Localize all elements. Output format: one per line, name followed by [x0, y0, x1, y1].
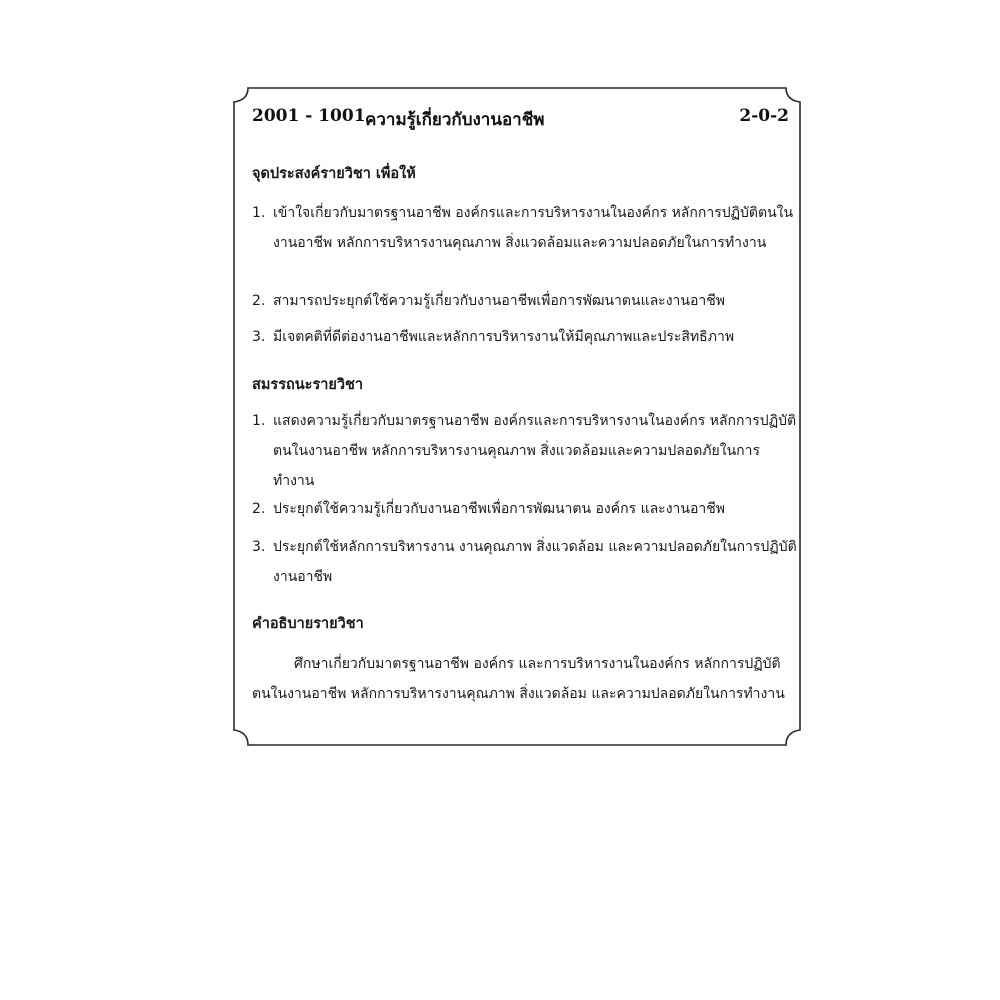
list-text: ประยุกต์ใช้หลักการบริหารงาน งานคุณภาพ สิ่งแวดล้อม และความปลอดภัยในการปฏิบัติงานอาชีพ [273, 539, 797, 585]
course-title: ความรู้เกี่ยวกับงานอาชีพ [365, 110, 545, 130]
description-heading: คำอธิบายรายวิชา [252, 616, 364, 632]
course-card [252, 96, 797, 736]
course-credits: 2-0-2 [739, 106, 789, 126]
course-code: 2001 - 1001 [252, 106, 366, 126]
list-text: เข้าใจเกี่ยวกับมาตรฐานอาชีพ องค์กรและการบริหารงานในองค์กร หลักการปฏิบัติตนในงานอาชีพ หลักการบริหารงานคุณภาพ สิ่งแวดล้อมและความปลอดภัยในการทำงาน [273, 205, 794, 251]
list-number: 3. [252, 329, 266, 345]
list-number: 3. [252, 539, 266, 555]
list-number: 1. [252, 205, 266, 221]
objectives-heading: จุดประสงค์รายวิชา เพื่อให้ [252, 166, 416, 182]
list-number: 2. [252, 501, 266, 517]
list-number: 2. [252, 293, 266, 309]
course-header [252, 106, 797, 136]
list-text: มีเจตคติที่ดีต่องานอาชีพและหลักการบริหารงานให้มีคุณภาพและประสิทธิภาพ [273, 329, 735, 345]
list-text: แสดงความรู้เกี่ยวกับมาตรฐานอาชีพ องค์กรและการบริหารงานในองค์กร หลักการปฏิบัติตนในงานอาชีพ หลักการบริหารงานคุณภาพ สิ่งแวดล้อมและความปลอดภัยในการทำงาน [273, 413, 797, 489]
list-text: ประยุกต์ใช้ความรู้เกี่ยวกับงานอาชีพเพื่อการพัฒนาตน องค์กร และงานอาชีพ [273, 501, 725, 517]
list-text: สามารถประยุกต์ใช้ความรู้เกี่ยวกับงานอาชีพเพื่อการพัฒนาตนและงานอาชีพ [273, 293, 725, 309]
list-number: 1. [252, 413, 266, 429]
description-text: ศึกษาเกี่ยวกับมาตรฐานอาชีพ องค์กร และการบริหารงานในองค์กร หลักการปฏิบัติตนในงานอาชีพ หลักการบริหารงานคุณภาพ สิ่งแวดล้อม และความปลอดภัยในการทำงาน [252, 656, 785, 702]
competencies-heading: สมรรถนะรายวิชา [252, 377, 364, 393]
